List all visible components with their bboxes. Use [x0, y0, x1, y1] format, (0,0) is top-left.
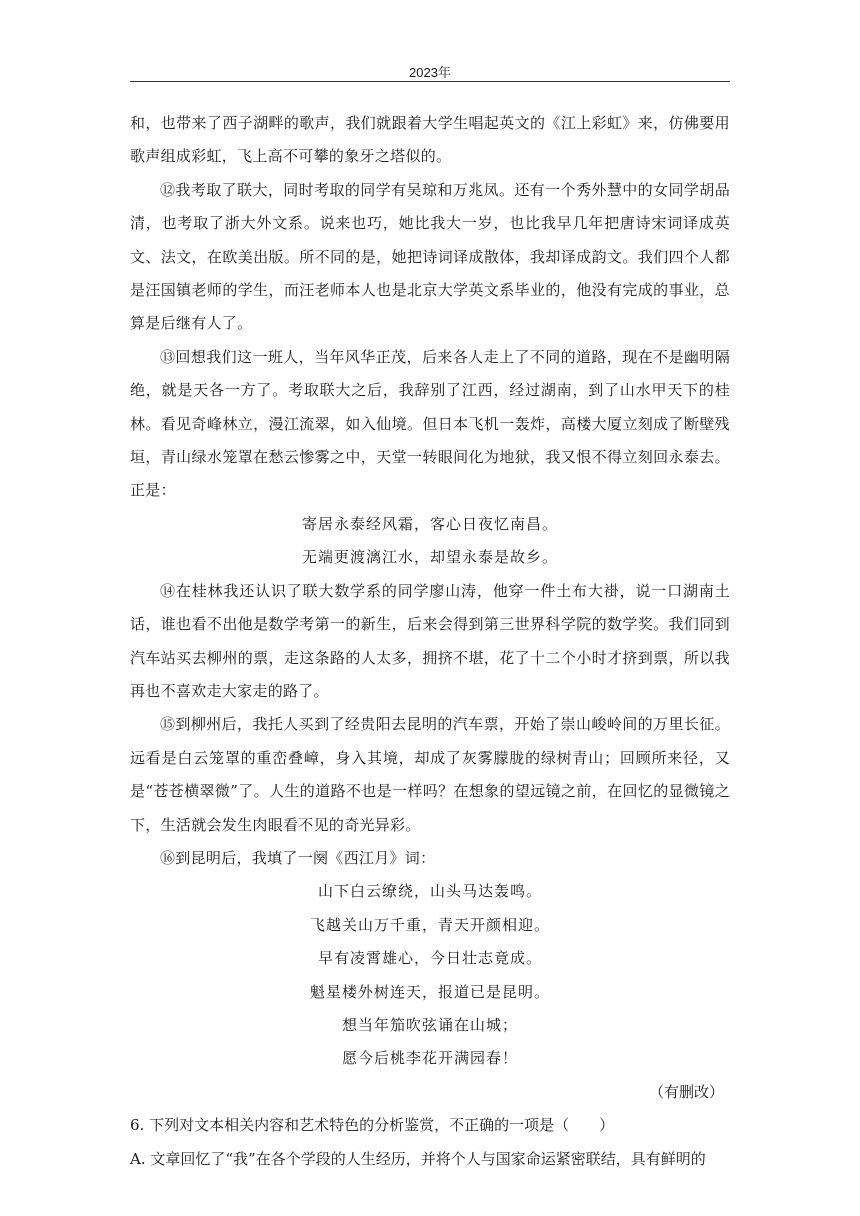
paragraph-14: ⑭在桂林我还认识了联大数学系的同学廖山涛，他穿一件土布大褂，说一口湖南土话，谁也看不出他是数学考第一的新生，后来会得到第三世界科学院的数学奖。我们同到汽车站买去柳州的票，走这条路的人太多，拥挤不堪，花了十二个小时才挤到票，所以我再也不喜欢走大家走的路了。	[130, 581, 730, 700]
paragraph-12: ⑫我考取了联大，同时考取的同学有吴琼和万兆凤。还有一个秀外慧中的女同学胡品清，也考取了浙大外文系。说来也巧，她比我大一岁，也比我早几年把唐诗宋词译成英文、法文，在欧美出版。所不同的是，她把诗词译成散体，我却译成韵文。我们四个人都是汪国镇老师的学生，而汪老师本人也是北京大学英文系毕业的，他没有完成的事业，总算是后继有人了。	[130, 180, 730, 333]
article-body	[130, 107, 730, 1176]
poem-line: 无端更渡漓江水，却望永泰是故乡。	[301, 548, 558, 567]
paragraph-16: ⑯到昆明后，我填了一阕《西江月》词：	[160, 848, 436, 867]
paragraph-continuation: 和，也带来了西子湖畔的歌声，我们就跟着大学生唱起英文的《江上彩虹》来，仿佛要用歌声组成彩虹，飞上高不可攀的象牙之塔似的。	[130, 114, 730, 166]
poem-line: 愿今后桃李花开满园春！	[341, 1049, 518, 1068]
paragraph-13: ⑬回想我们这一班人，当年风华正茂，后来各人走上了不同的道路，现在不是幽明隔绝，就是天各一方了。考取联大之后，我辞别了江西，经过湖南，到了山水甲天下的桂林。看见奇峰林立，漫江流翠，如入仙境。但日本飞机一轰炸，高楼大厦立刻成了断壁残垣，青山绿水笼罩在愁云惨雾之中，天堂一转眼间化为地狱，我又恨不得立刻回永泰去。正是：	[130, 347, 730, 500]
edit-note: （有删改）	[648, 1082, 724, 1101]
poem-line: 魁星楼外树连天，报道已是昆明。	[309, 982, 550, 1001]
poem-line: 山下白云缭绕，山头马达轰鸣。	[317, 882, 542, 901]
page-header-year: 2023年	[409, 65, 451, 80]
poem-line: 寄居永泰经风霜，客心日夜忆南昌。	[301, 514, 558, 533]
poem-line: 早有凌霄雄心，今日壮志竟成。	[317, 949, 542, 968]
header-divider	[130, 81, 730, 82]
poem-line: 飞越关山万千重，青天开颜相迎。	[309, 915, 550, 934]
poem-xijiangyue	[130, 875, 730, 1075]
poem-line: 想当年笳吹弦诵在山城；	[341, 1015, 518, 1034]
question-stem: 6. 下列对文本相关内容和艺术特色的分析鉴赏，不正确的一项是（ ）	[130, 1116, 615, 1135]
poem-yongtai	[130, 508, 730, 575]
paragraph-15: ⑮到柳州后，我托人买到了经贵阳去昆明的汽车票，开始了崇山峻岭间的万里长征。远看是白云笼罩的重峦叠嶂，身入其境，却成了灰雾朦胧的绿树青山；回顾所来径，又是“苍苍横翠微”了。人生的道路不也是一样吗？在想象的望远镜之前，在回忆的显微镜之下，生活就会发生肉眼看不见的奇光异彩。	[130, 715, 730, 834]
question-option-a: A. 文章回忆了“我”在各个学段的人生经历，并将个人与国家命运紧密联结，具有鲜明的	[130, 1149, 706, 1168]
